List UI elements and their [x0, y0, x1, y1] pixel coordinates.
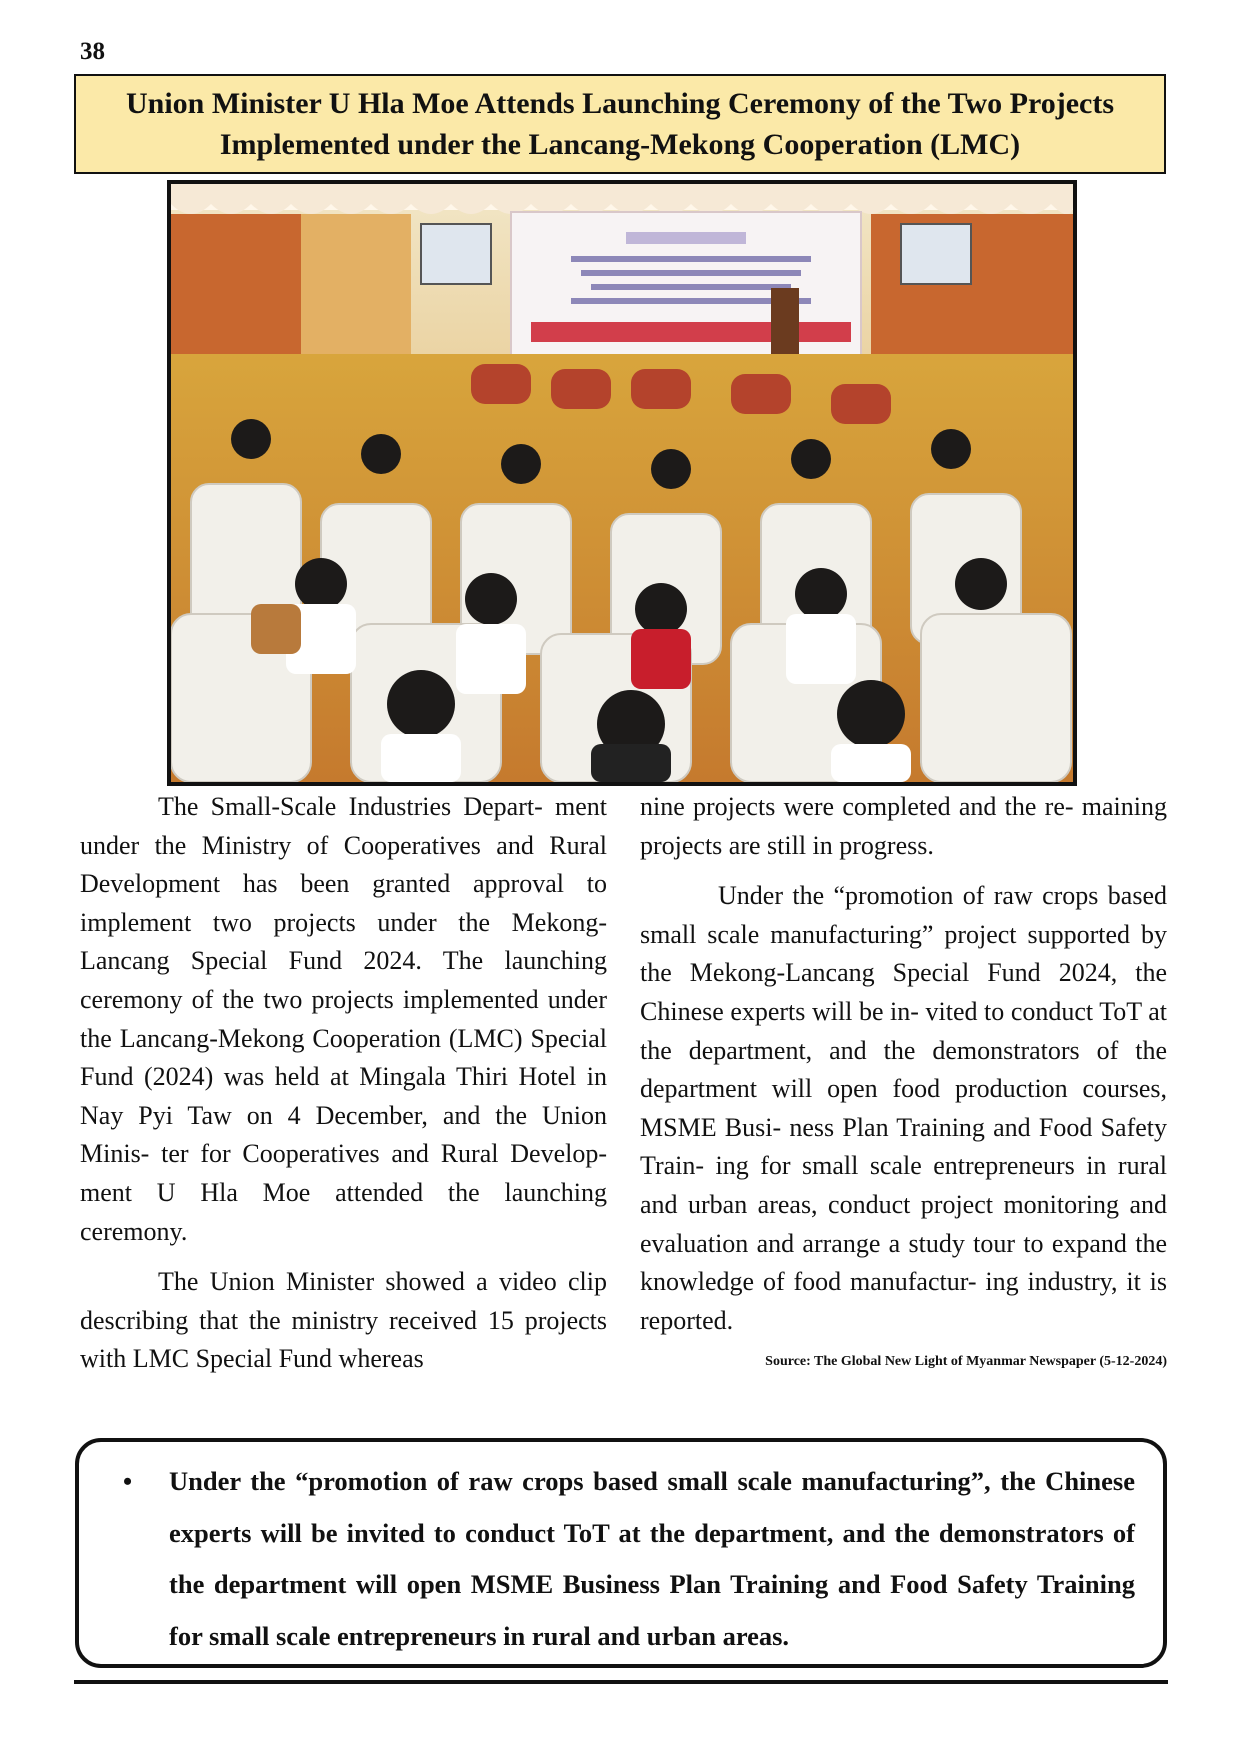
- article-paragraph: nine projects were completed and the re- maining projects are still in progress.: [640, 792, 1167, 860]
- highlight-text: Under the “promotion of raw crops based small scale manufacturing”, the Chinese experts will be invited to conduct ToT at the department, and the demonstrators of the department will open MSME Business Plan Training and Food Safety Training for small scale entrepreneurs in rural and urban areas.: [169, 1466, 1135, 1651]
- article-right-column: [640, 788, 1167, 1372]
- article-left-column: [80, 788, 607, 1391]
- footer-rule: [74, 1680, 1168, 1684]
- article-title: [74, 74, 1166, 174]
- article-title-line-2: Implemented under the Lancang-Mekong Cooperation (LMC): [219, 128, 1021, 161]
- article-paragraph: The Small-Scale Industries Depart- ment under the Ministry of Cooperatives and Rural Development has been granted approval to implement two projects under the Mekong-Lancang Special Fund 2024. The launching ceremony of the two projects implemented under the Lancang-Mekong Cooperation (LMC) Special Fund (2024) was held at Mingala Thiri Hotel in Nay Pyi Taw on 4 December, and the Union Minis- ter for Cooperatives and Rural Develop- ment U Hla Moe attended the launching ceremony.: [80, 792, 607, 1246]
- article-paragraph: The Union Minister showed a video clip describing that the ministry received 15 projects with LMC Special Fund whereas: [80, 1267, 607, 1374]
- page-number: 38: [80, 38, 105, 65]
- highlight-bullet-item: [123, 1456, 1135, 1662]
- source-citation: Source: The Global New Light of Myanmar Newspaper (5-12-2024): [765, 1354, 1167, 1370]
- ceremony-photo: [167, 180, 1077, 786]
- highlight-box: [75, 1438, 1167, 1668]
- article-title-line-1: Union Minister U Hla Moe Attends Launching Ceremony of the Two Projects: [125, 87, 1115, 120]
- bullet-icon: •: [123, 1467, 133, 1496]
- article-paragraph: Under the “promotion of raw crops based small scale manufacturing” project supported by the Mekong-Lancang Special Fund 2024, the Chinese experts will be in- vited to conduct ToT at the department, and the demonstrators of the department will open food production courses, MSME Busi- ness Plan Training and Food Safety Train- ing for small scale entrepreneurs in rural and urban areas, conduct project monitoring and evaluation and arrange a study tour to expand the knowledge of food manufactur- ing industry, it is reported.: [640, 881, 1167, 1335]
